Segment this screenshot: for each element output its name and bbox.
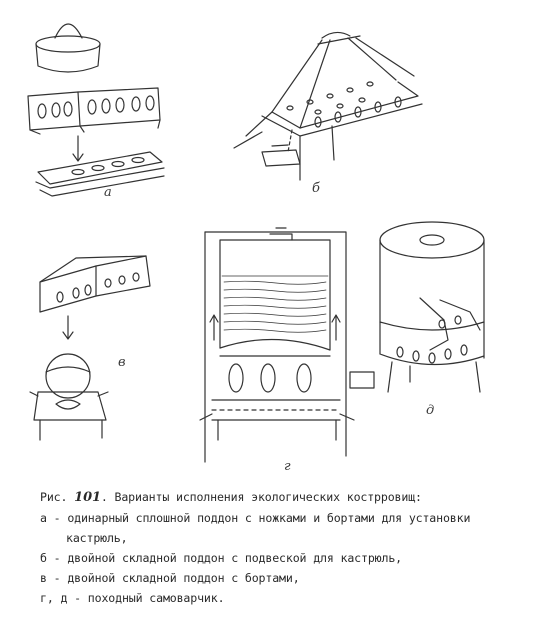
sketch-a-single-tray <box>28 24 164 196</box>
label-d: д <box>426 403 435 418</box>
label-a: а <box>104 185 112 200</box>
caption-item-g-d: г, д - походный самоварчик. <box>40 591 225 605</box>
caption-item-a-continuation: кастрюль, <box>66 531 128 545</box>
figure-caption <box>40 487 530 608</box>
sketch-g-samovar-section <box>200 228 374 462</box>
caption-title: . Варианты исполнения экологических кострровищ: <box>100 490 422 504</box>
caption-item-v: в - двойной складной поддон с бортами, <box>40 571 300 585</box>
sketch-d-samovar-exterior <box>380 222 484 392</box>
caption-item-a: а - одинарный сплошной поддон с ножками и бортами для установки <box>40 511 471 525</box>
sketch-v-tray-with-sides <box>30 256 150 440</box>
label-v: в <box>118 355 126 370</box>
label-g: г <box>284 459 291 474</box>
caption-title-line <box>40 487 530 508</box>
label-b: б <box>312 181 320 196</box>
sketch-b-hanging-tray <box>234 32 422 180</box>
figure-number: 101 <box>74 490 101 505</box>
caption-item-b: б - двойной складной поддон с подвеской для кастрюль, <box>40 551 402 565</box>
caption-prefix: Рис. <box>40 490 68 504</box>
